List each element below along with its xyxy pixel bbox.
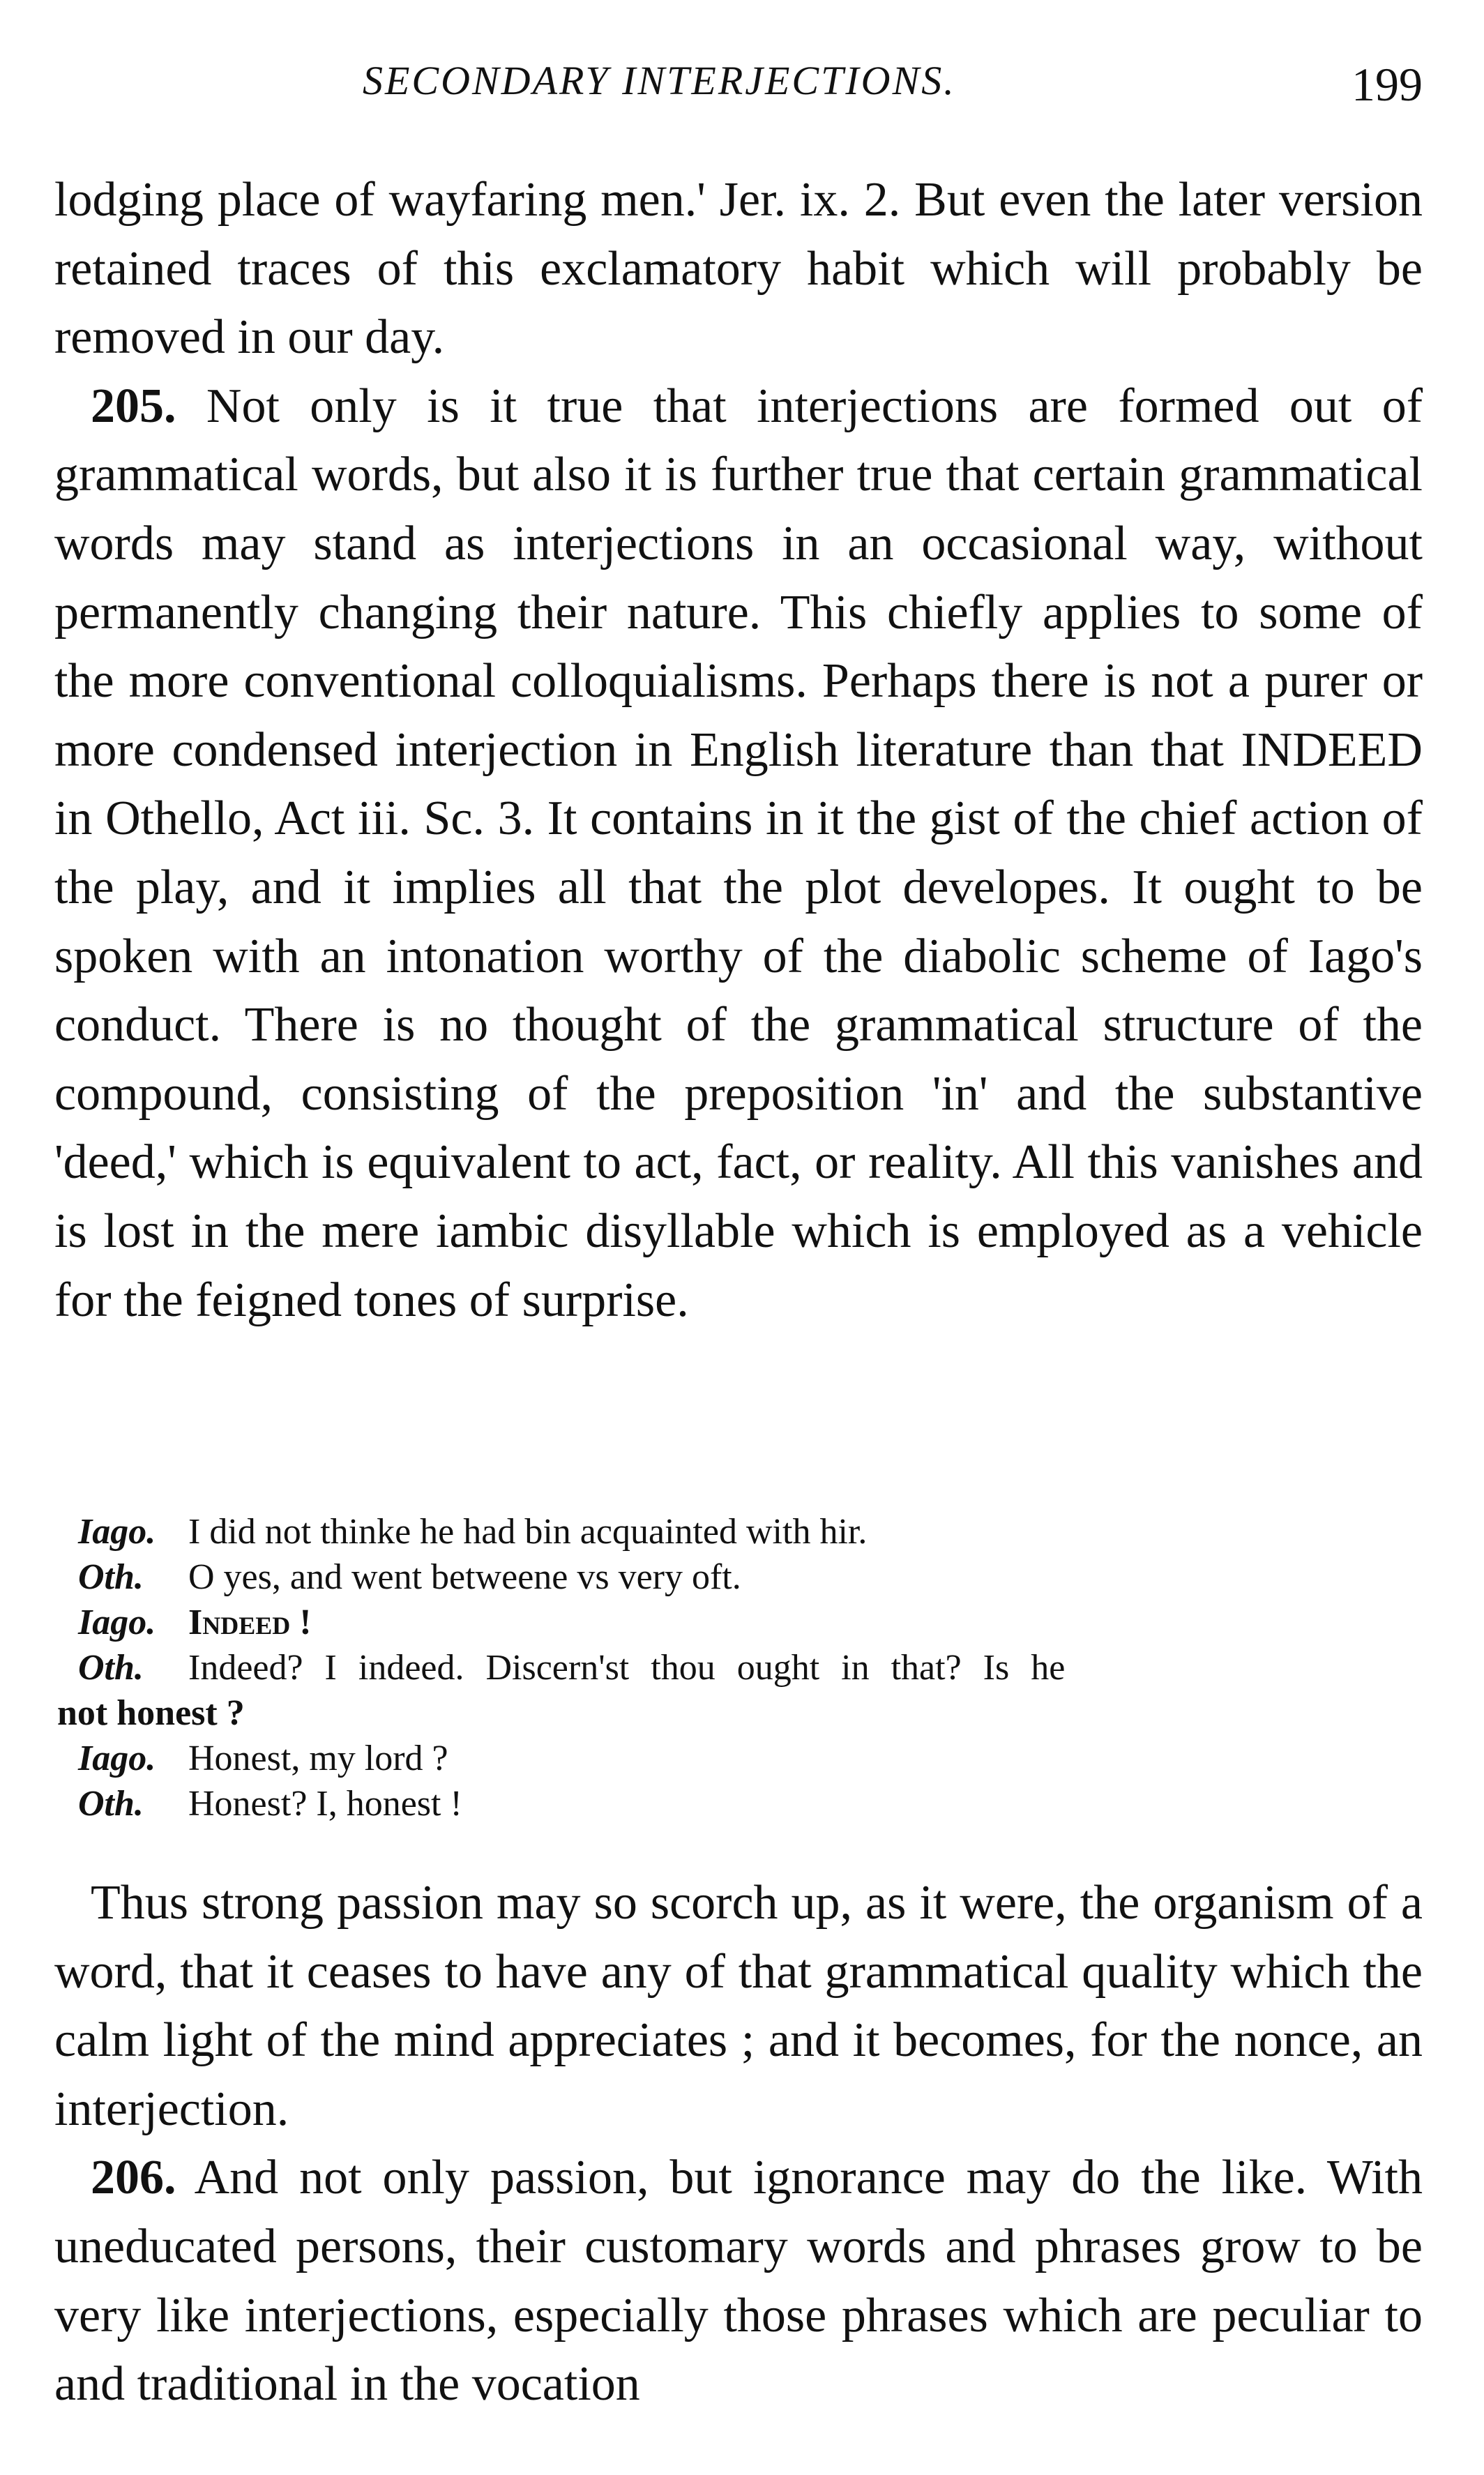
speaker-label: Iago. bbox=[78, 1603, 156, 1642]
dialogue-quote bbox=[57, 1509, 1417, 1826]
speaker-label: Oth. bbox=[78, 1648, 144, 1688]
dialogue-line bbox=[57, 1600, 1417, 1645]
dialogue-line bbox=[57, 1736, 1417, 1781]
main-text-block bbox=[54, 166, 1423, 1335]
speaker-label: Oth. bbox=[78, 1784, 144, 1824]
speech-text: Honest, my lord ? bbox=[188, 1739, 448, 1778]
section-number: 206. bbox=[91, 2151, 176, 2205]
paragraph-continuation: lodging place of wayfaring men.' Jer. ix. 2. But even the later version retained traces of this exclamatory habit which will probably be removed in our day. bbox=[54, 173, 1423, 365]
running-head: SECONDARY INTERJECTIONS. bbox=[363, 58, 956, 103]
closing-text-block bbox=[54, 1869, 1423, 2419]
speech-text: O yes, and went betweene vs very oft. bbox=[188, 1557, 741, 1597]
section-205-paragraph bbox=[54, 372, 1423, 1335]
speech-text: Indeed ! bbox=[188, 1603, 312, 1642]
paragraph-after-dialogue: Thus strong passion may so scorch up, as it were, the organism of a word, that it ceases to have any of that grammatical quality which the calm light of the mind appreciates ; and it becomes, for the nonce, an interjection. bbox=[54, 1876, 1423, 2136]
speaker-label: Iago. bbox=[78, 1512, 156, 1552]
speech-text: Honest? I, honest ! bbox=[188, 1784, 462, 1824]
section-205-text: Not only is it true that interjections are formed out of grammatical words, but also it is further true that certain grammatical words may stand as interjections in an occasional way, without permanently changing their nature. This chiefly applies to some of the more conventional colloquialisms. Perhaps there is not a purer or more condensed interjection in English literature than that INDEED in Othello, Act iii. Sc. 3. It contains in it the gist of the chief action of the play, and it implies all that the plot developes. It ought to be spoken with an intonation worthy of the diabolic scheme of Iago's conduct. There is no thought of the grammatical structure of the compound, consisting of the preposition 'in' and the substantive 'deed,' which is equivalent to act, fact, or reality. All this vanishes and is lost in the mere iambic disyllable which is employed as a vehicle for the feigned tones of surprise. bbox=[54, 379, 1423, 1327]
speech-continuation: not honest ? bbox=[57, 1693, 245, 1733]
section-206-text: And not only passion, but ignorance may do the like. With uneducated persons, their customary words and phrases grow to be very like interjections, especially those phrases which are peculiar to and traditional in the vocation bbox=[54, 2151, 1423, 2412]
dialogue-continuation bbox=[57, 1690, 1417, 1736]
section-number: 205. bbox=[91, 379, 176, 433]
speaker-label: Iago. bbox=[78, 1739, 156, 1778]
dialogue-line bbox=[57, 1509, 1417, 1554]
dialogue-line bbox=[57, 1781, 1417, 1826]
speaker-label: Oth. bbox=[78, 1557, 144, 1597]
section-206-paragraph bbox=[54, 2144, 1423, 2419]
speech-text: Indeed? I indeed. Discern'st thou ought in that? Is he bbox=[188, 1648, 1066, 1688]
page-header bbox=[56, 57, 1423, 120]
dialogue-line bbox=[57, 1645, 1417, 1690]
dialogue-line bbox=[57, 1554, 1417, 1600]
page-number: 199 bbox=[1352, 58, 1423, 111]
speech-text: I did not thinke he had bin acquainted with hir. bbox=[188, 1512, 868, 1552]
